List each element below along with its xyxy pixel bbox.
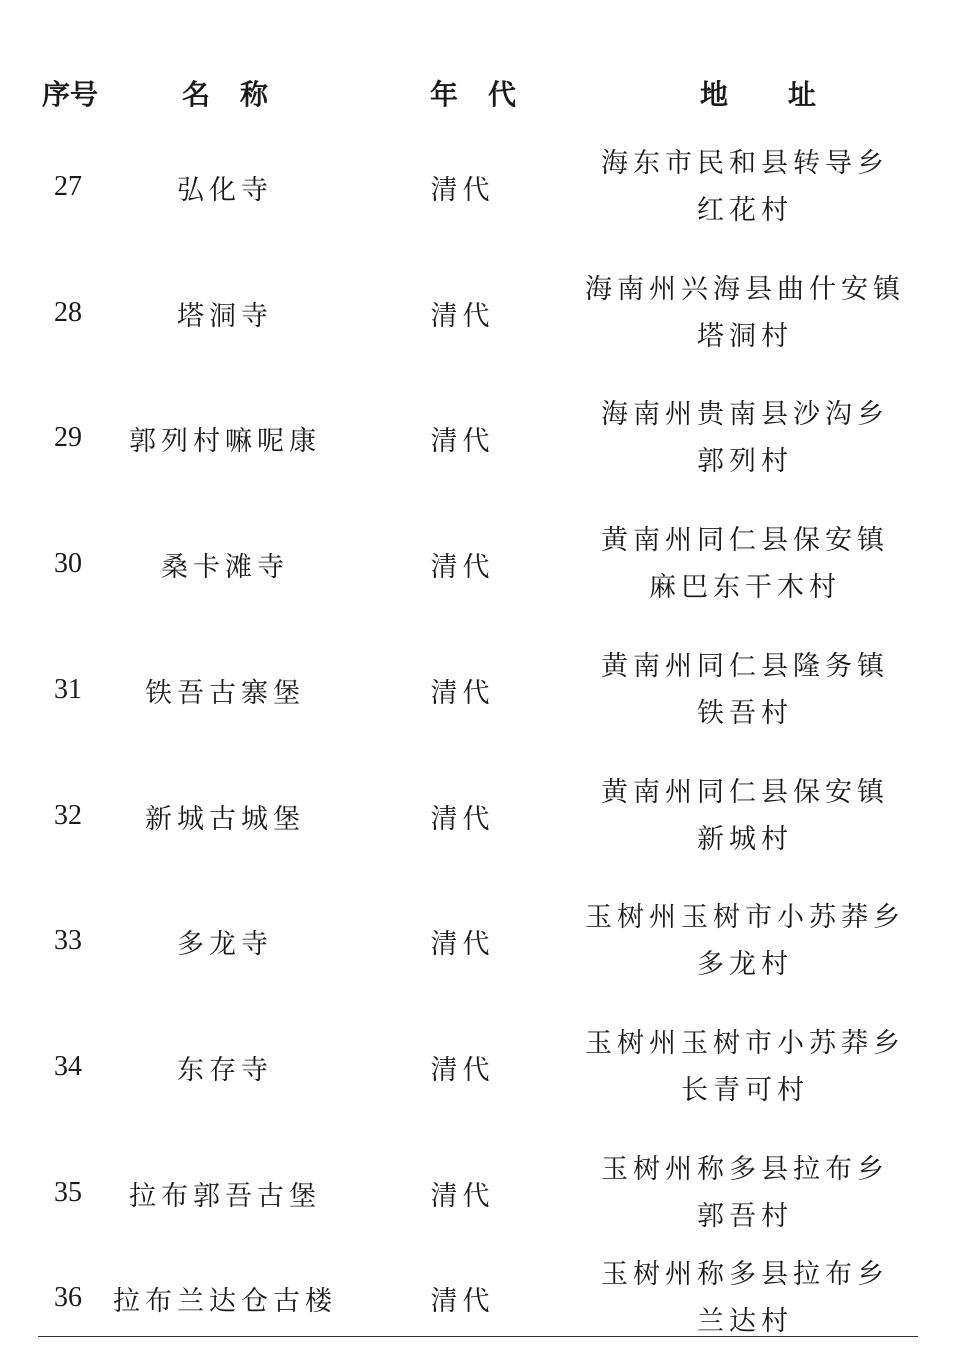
site-era: 清代	[430, 425, 495, 457]
table-row	[0, 263, 954, 363]
site-era: 清代	[430, 928, 495, 960]
site-address	[580, 1017, 910, 1117]
site-name: 多龙寺	[177, 928, 273, 960]
site-name: 弘化寺	[177, 174, 273, 206]
address-line-1: 玉树州称多县拉布乡	[601, 1154, 889, 1185]
address-line-2: 红花村	[697, 195, 793, 226]
site-address	[580, 514, 910, 614]
serial-number: 27	[54, 171, 82, 202]
address-line-1: 海南州贵南县沙沟乡	[601, 399, 889, 430]
address-line-2: 麻巴东干木村	[649, 572, 841, 603]
site-name: 拉布郭吾古堡	[129, 1180, 321, 1212]
serial-number: 28	[54, 297, 82, 328]
serial-number: 31	[54, 674, 82, 705]
site-address	[580, 1143, 910, 1243]
site-name: 新城古城堡	[145, 803, 305, 835]
address-line-1: 海南州兴海县曲什安镇	[585, 274, 905, 305]
table-row	[0, 1143, 954, 1243]
address-line-2: 长青可村	[681, 1075, 809, 1106]
site-address	[580, 388, 910, 488]
header-address: 地址	[700, 78, 877, 111]
site-address	[580, 137, 910, 237]
header-era: 年代	[430, 78, 547, 111]
address-line-1: 玉树州玉树市小苏莽乡	[585, 902, 905, 933]
address-line-2: 郭列村	[697, 446, 793, 477]
address-line-1: 黄南州同仁县隆务镇	[601, 651, 889, 682]
serial-number: 35	[54, 1177, 82, 1208]
site-era: 清代	[430, 300, 495, 332]
site-address	[580, 640, 910, 740]
site-name: 拉布兰达仓古楼	[113, 1285, 337, 1317]
site-era: 清代	[430, 1054, 495, 1086]
site-name: 桑卡滩寺	[161, 551, 289, 583]
address-line-2: 郭吾村	[697, 1201, 793, 1232]
site-era: 清代	[430, 551, 495, 583]
table-row	[0, 137, 954, 237]
serial-number: 34	[54, 1051, 82, 1082]
site-name: 郭列村嘛呢康	[129, 425, 321, 457]
address-line-1: 玉树州称多县拉布乡	[601, 1259, 889, 1290]
site-name: 东存寺	[177, 1054, 273, 1086]
header-name: 名称	[181, 78, 298, 111]
table-row	[0, 1248, 954, 1348]
serial-number: 29	[54, 422, 82, 453]
serial-number: 30	[54, 548, 82, 579]
site-era: 清代	[430, 1285, 495, 1317]
table-row	[0, 514, 954, 614]
site-address	[580, 263, 910, 363]
site-era: 清代	[430, 174, 495, 206]
site-address	[580, 1248, 910, 1348]
header-serial-number: 序号	[41, 78, 98, 111]
site-name: 铁吾古寨堡	[145, 677, 305, 709]
site-era: 清代	[430, 803, 495, 835]
table-row	[0, 388, 954, 488]
site-address	[580, 891, 910, 991]
site-name: 塔洞寺	[177, 300, 273, 332]
table-row	[0, 640, 954, 740]
address-line-2: 铁吾村	[697, 698, 793, 729]
address-line-1: 玉树州玉树市小苏莽乡	[585, 1028, 905, 1059]
site-address	[580, 766, 910, 866]
table-bottom-rule	[38, 1336, 918, 1337]
site-era: 清代	[430, 1180, 495, 1212]
serial-number: 32	[54, 800, 82, 831]
address-line-2: 多龙村	[697, 949, 793, 980]
serial-number: 36	[54, 1282, 82, 1313]
site-era: 清代	[430, 677, 495, 709]
address-line-1: 黄南州同仁县保安镇	[601, 525, 889, 556]
address-line-1: 黄南州同仁县保安镇	[601, 777, 889, 808]
address-line-2: 塔洞村	[697, 321, 793, 352]
address-line-2: 新城村	[697, 824, 793, 855]
table-row	[0, 891, 954, 991]
table-row	[0, 1017, 954, 1117]
serial-number: 33	[54, 925, 82, 956]
table-row	[0, 766, 954, 866]
address-line-1: 海东市民和县转导乡	[601, 148, 889, 179]
address-line-2: 兰达村	[697, 1306, 793, 1337]
